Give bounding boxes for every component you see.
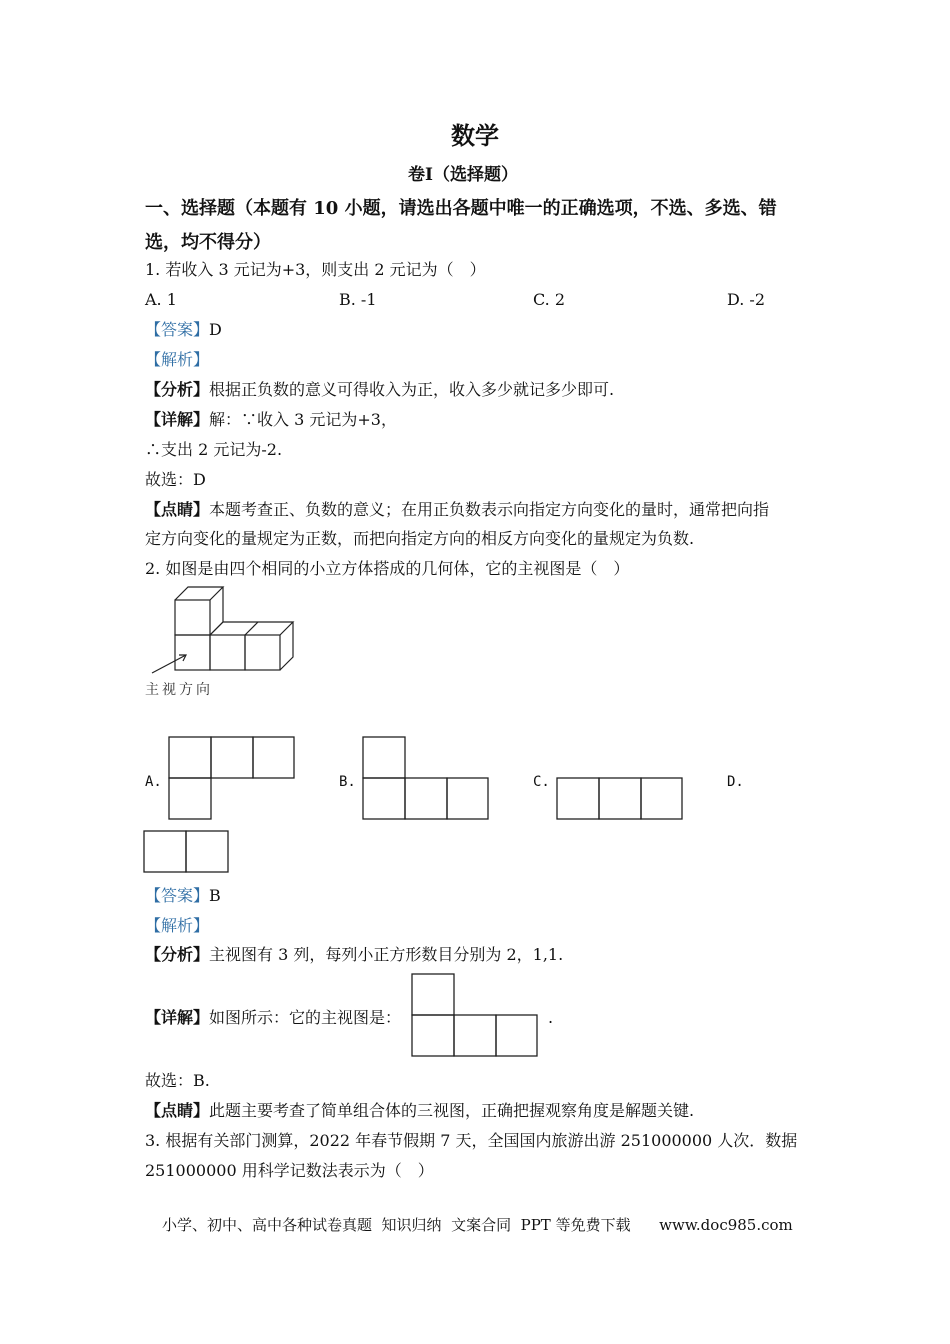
q2-option-c-label: C. [533, 774, 550, 790]
q2-answer-figure [411, 973, 539, 1057]
q1-comment2: 定方向变化的量规定为正数，而把向指定方向的相反方向变化的量规定为负数. [145, 529, 695, 548]
option-b-figure [362, 736, 490, 820]
q2-option-d-label: D. [727, 774, 744, 790]
q1-option-d: D. -2 [727, 290, 766, 309]
q1-choose: 故选：D [145, 470, 206, 489]
q1-detail-line [145, 410, 397, 430]
q3-stem-line1: 3. 根据有关部门测算，2022 年春节假期 7 天，全国国内旅游出游 251000000 人次．数据 [145, 1131, 798, 1150]
page-footer: 小学、初中、高中各种试卷真题 知识归纳 文案合同 PPT 等免费下载 www.doc985.com [162, 1216, 793, 1234]
q2-comment: 此题主要考查了简单组合体的三视图，正确把握观察角度是解题关键. [209, 1101, 695, 1120]
q3-stem-line2: 251000000 用科学记数法表示为（ ） [145, 1161, 434, 1180]
option-d-figure [143, 830, 230, 873]
fenxi-tag: 【分析】 [145, 945, 210, 964]
paper-subtitle: 卷Ⅰ（选择题） [408, 165, 518, 185]
q1-option-a: A. 1 [145, 290, 177, 309]
comment-tag: 【点睛】 [145, 500, 210, 519]
detail-tag: 【详解】 [145, 410, 210, 429]
q1-detail2: ∴支出 2 元记为-2. [145, 440, 283, 459]
cube-figure [140, 585, 310, 680]
q2-stem: 2. 如图是由四个相同的小立方体搭成的几何体，它的主视图是（ ） [145, 559, 630, 578]
section-heading-line2: 选，均不得分） [145, 232, 271, 253]
comment-tag: 【点睛】 [145, 1101, 210, 1120]
q2-answer-line [145, 886, 221, 906]
q2-option-a-label: A. [145, 774, 162, 790]
q2-fenxi: 主视图有 3 列，每列小正方形数目分别为 2，1,1. [209, 945, 564, 964]
q2-comment-line [145, 1101, 694, 1121]
section-heading-line1: 一、选择题（本题有 10 小题，请选出各题中唯一的正确选项，不选、多选、错 [145, 198, 777, 219]
detail-tag: 【详解】 [145, 1008, 210, 1027]
q1-fenxi: 根据正负数的意义可得收入为正，收入多少就记多少即可. [209, 380, 615, 399]
q1-detail: 解：∵收入 3 元记为+3， [209, 410, 397, 429]
option-c-figure [556, 777, 684, 820]
q2-answer: B [209, 886, 221, 905]
q1-answer: D [209, 320, 222, 339]
fenxi-tag: 【分析】 [145, 380, 210, 399]
view-direction-label: 主视方向 [145, 682, 213, 698]
answer-tag: 【答案】 [145, 320, 210, 339]
q1-stem: 1. 若收入 3 元记为+3，则支出 2 元记为（ ） [145, 260, 486, 279]
q2-choose: 故选：B. [145, 1071, 210, 1090]
q2-fenxi-line [145, 945, 563, 965]
q1-comment1: 本题考查正、负数的意义；在用正负数表示向指定方向变化的量时，通常把向指 [209, 500, 770, 519]
q1-analysis-tag: 【解析】 [145, 350, 210, 369]
q2-detail-line [145, 1008, 401, 1028]
q1-comment-line [145, 500, 769, 520]
q2-option-b-label: B. [339, 774, 356, 790]
q2-detail: 如图所示：它的主视图是： [209, 1008, 402, 1027]
page-title: 数学 [451, 121, 499, 150]
q2-detail-period: . [548, 1008, 554, 1027]
q1-option-c: C. 2 [533, 290, 566, 309]
q1-fenxi-line [145, 380, 614, 400]
q1-answer-line [145, 320, 222, 340]
answer-tag: 【答案】 [145, 886, 210, 905]
q2-analysis-tag: 【解析】 [145, 916, 210, 935]
q1-option-b: B. -1 [339, 290, 377, 309]
option-a-figure [168, 736, 296, 820]
